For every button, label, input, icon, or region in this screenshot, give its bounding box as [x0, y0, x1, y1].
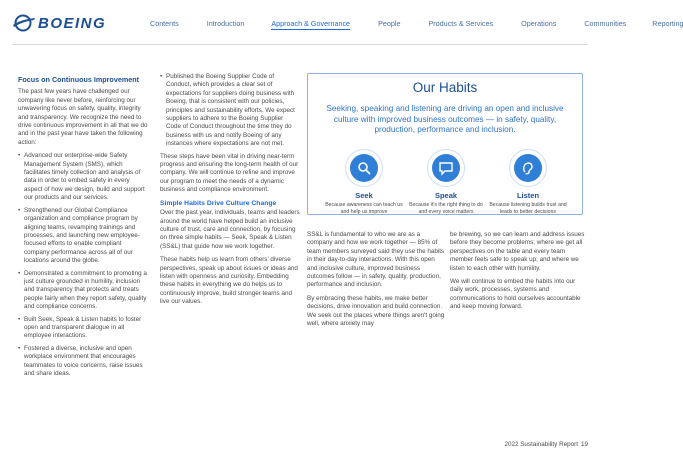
seek-icon — [345, 149, 383, 187]
listen-icon — [509, 149, 547, 187]
nav-contents[interactable]: Contents — [150, 19, 179, 28]
paragraph: SS&L is fundamental to who we are as a company and how we work together — 85% of team members surveyed said they use the habits in their day-to-day interactions. With this open and inclusive culture, improved business outcomes follow — in safety, quality, production, performance and inclusion. — [307, 231, 445, 289]
habit-description: Because listening builds trust and leads to better decisions — [489, 202, 567, 215]
paragraph: By embracing these habits, we make better decisions, drive innovation and build connection. We seek out the places where things aren't going well, where anxiety may — [307, 294, 445, 328]
list-item: • Advanced our enterprise-wide Safety Management System (SMS), which facilitates timely collection and analysis of data in order to embed safety in every aspect of how we design, build and support our products and our services. — [18, 152, 148, 202]
paragraph: These steps have been vital in driving near-term progress and ensuring the long-term health of our company. We will continue to refine and improve our program to meet the needs of a dynamic business and compliance environment. — [160, 152, 299, 194]
list-item: • Fostered a diverse, inclusive and open workplace environment that encourages teammates to voice concerns, raise issues and share ideas. — [18, 345, 148, 379]
habit-description: Because it's the right thing to do and every voice matters — [409, 202, 483, 215]
page-footer — [504, 441, 588, 448]
habit-description: Because awareness can teach us and help us improve — [325, 202, 403, 215]
boeing-logo[interactable] — [12, 14, 106, 32]
nav-products-services[interactable]: Products & Services — [428, 19, 494, 28]
habit-name: Seek — [355, 191, 373, 200]
habit-seek — [324, 149, 404, 215]
nav-people[interactable]: People — [378, 19, 401, 28]
paragraph: Over the past year, individuals, teams and leaders around the world have helped build an inclusive culture of trust, care and connection, by focusing on three simple habits — Seek, Speak & Listen (SS&L) that guide how we work together. — [160, 209, 300, 250]
our-habits-box — [307, 73, 583, 215]
subheading: Simple Habits Drive Culture Change — [160, 199, 277, 207]
lower-column-left — [307, 231, 445, 333]
actions-list — [18, 152, 148, 378]
nav-introduction[interactable]: Introduction — [206, 19, 245, 28]
report-name: 2022 Sustainability Report — [504, 441, 578, 448]
paragraph: These habits help us learn from others' diverse perspectives, speak up about issues or ideas and listen with openness and curiosity. Embedding these habits in everything we do helps us to continuously improve, build stronger teams and live our values. — [160, 256, 298, 306]
habit-listen — [488, 149, 568, 215]
nav-operations[interactable]: Operations — [521, 19, 557, 28]
paragraph: be brewing, so we can learn and address issues before they become problems; where we get all perspectives on the table and every team member feels safe to speak up; and where we listen to each other with humility. — [450, 231, 585, 272]
top-nav — [150, 19, 683, 30]
header — [0, 0, 683, 48]
nav-approach-governance[interactable]: Approach & Governance — [271, 19, 351, 28]
section-heading: Focus on Continuous Improvement — [18, 75, 139, 84]
list-item: • Built Seek, Speak & Listen habits to foster open and transparent dialogue in all employee interactions. — [18, 316, 148, 341]
habit-name: Listen — [516, 191, 540, 200]
boeing-symbol-icon — [12, 14, 36, 32]
list-item: • Demonstrated a commitment to promoting a just culture grounded in humility, inclusion and transparency that protects and treats people fairly when they report safety, quality and compliance concerns. — [18, 270, 148, 312]
nav-communities[interactable]: Communities — [584, 19, 627, 28]
middle-column — [160, 73, 300, 312]
habits-tagline: Seeking, speaking and listening are driving an open and inclusive culture with improved business outcomes — in safety, quality, production, performance and inclusion. — [326, 104, 564, 134]
speak-icon — [427, 149, 465, 187]
logo-wordmark: BOEING — [38, 14, 107, 32]
left-column — [18, 76, 148, 382]
intro-paragraph: The past few years have challenged our company like never before, reinforcing our unwavering focus on safety, quality, integrity and transparency. We recognize the need to drive continuous improvement in all that we do and in the past year have taken the following action: — [18, 88, 148, 146]
list-item: • Strengthened our Global Compliance organization and compliance program by aligning teams, revamping trainings and processes, and launching new employee-focused efforts to enable compliant company performance across all of our locations around the globe. — [18, 207, 148, 266]
header-divider — [12, 44, 588, 45]
actions-list-continued — [160, 73, 300, 149]
page-number: 19 — [580, 441, 588, 448]
lower-column-right — [450, 231, 585, 317]
habit-speak — [406, 149, 486, 215]
habits-title: Our Habits — [412, 80, 478, 95]
paragraph: We will continue to embed the habits into our daily work, processes, systems and communications to hold ourselves accountable and keep moving forward. — [450, 278, 581, 311]
nav-reporting[interactable]: Reporting — [652, 19, 683, 28]
habit-name: Speak — [434, 191, 458, 200]
list-item: • Published the Boeing Supplier Code of Conduct, which provides a clear set of expectations for suppliers doing business with Boeing, that is consistent with our policies, principles and sustainability efforts. We expect suppliers to adhere to the Boeing Supplier Code of Conduct throughout the time they do business with us and notify Boeing of any instances where expectations are not met. — [160, 73, 300, 149]
